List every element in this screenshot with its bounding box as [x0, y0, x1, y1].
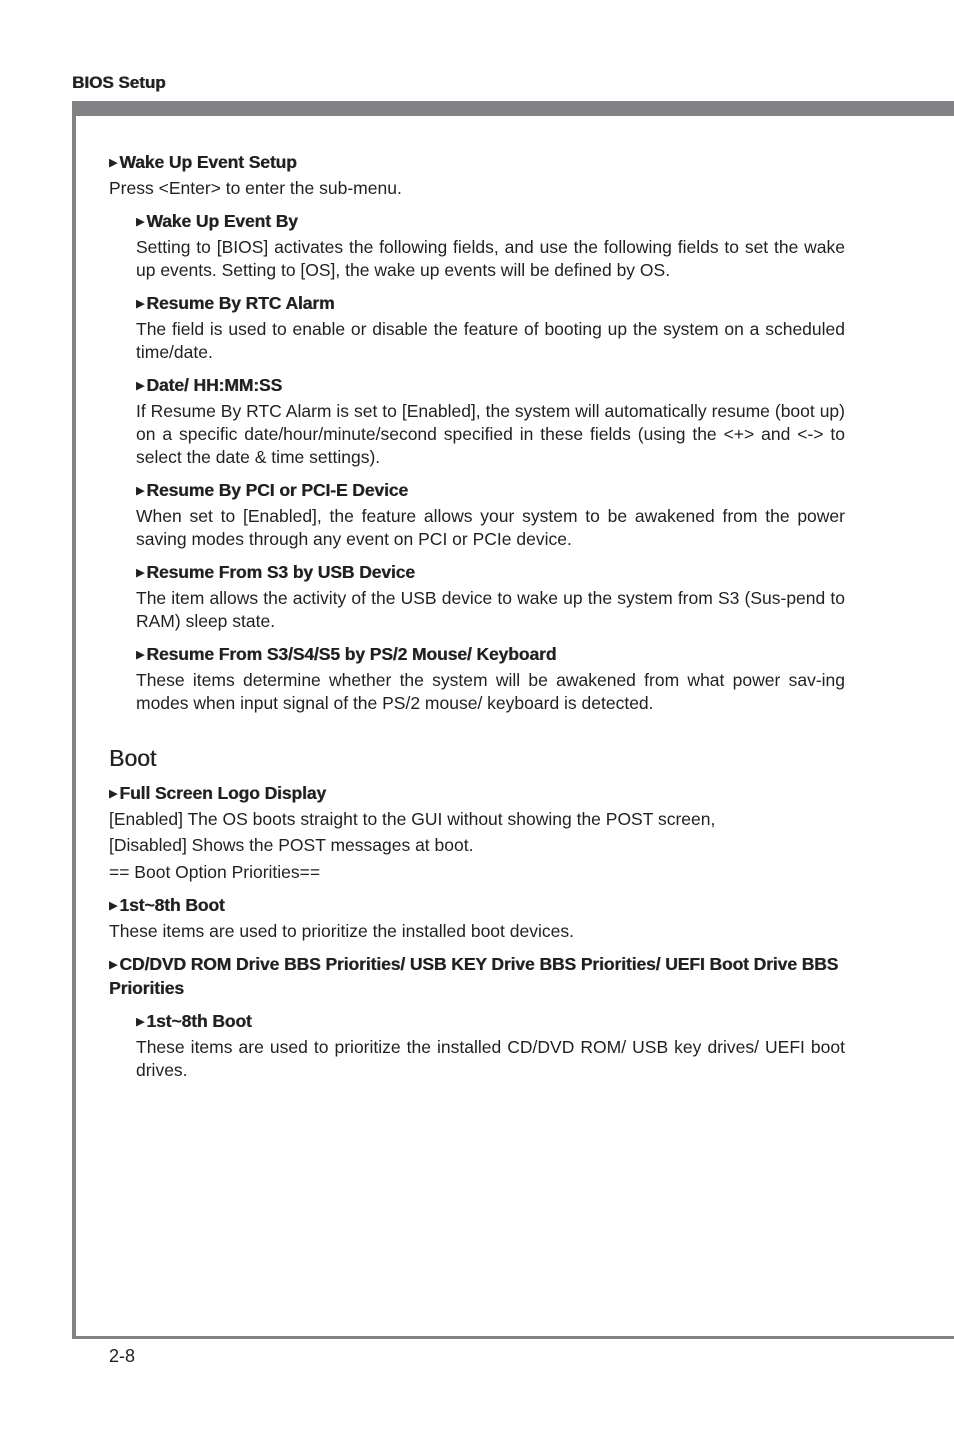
resume-ps2-heading: ▶ Resume From S3/S4/S5 by PS/2 Mouse/ Keyboard [136, 643, 845, 667]
bottom-border [72, 1336, 954, 1339]
triangle-right-icon: ▶ [136, 1016, 145, 1028]
triangle-right-icon: ▶ [109, 959, 118, 971]
left-border [72, 101, 76, 1339]
boot-section-title: Boot [109, 745, 157, 771]
first-eighth-boot-text: These items are used to prioritize the installed boot devices. [109, 921, 574, 941]
header-bar [72, 101, 954, 116]
triangle-right-icon: ▶ [136, 216, 145, 228]
wake-up-event-setup-heading: ▶ Wake Up Event Setup [109, 151, 845, 175]
full-screen-logo-heading: ▶ Full Screen Logo Display [109, 782, 845, 806]
triangle-right-icon: ▶ [109, 900, 118, 912]
date-time-text: If Resume By RTC Alarm is set to [Enabled], the system will automatically resume (boot up) on a specific date/hour/minute/second specified in these fields (using the <+> and <-> to select the date & time settings). [136, 401, 845, 467]
resume-s3-usb-text: The item allows the activity of the USB device to wake up the system from S3 (Sus-pend to RAM) sleep state. [136, 588, 845, 631]
page-number: 2-8 [109, 1346, 136, 1366]
wake-up-subsection [136, 210, 845, 715]
resume-by-pci-heading: ▶ Resume By PCI or PCI-E Device [136, 479, 845, 503]
bbs-first-eighth-boot-heading: ▶ 1st~8th Boot [136, 1010, 845, 1034]
triangle-right-icon: ▶ [136, 380, 145, 392]
triangle-right-icon: ▶ [136, 567, 145, 579]
triangle-right-icon: ▶ [136, 298, 145, 310]
full-screen-logo-enabled-text: [Enabled] The OS boots straight to the GUI without showing the POST screen, [109, 809, 716, 829]
resume-ps2-text: These items determine whether the system will be awakened from what power sav-ing modes when input signal of the PS/2 mouse/ keyboard is detected. [136, 670, 845, 713]
resume-by-pci-text: When set to [Enabled], the feature allows your system to be awakened from the power saving modes through any event on PCI or PCIe device. [136, 506, 845, 549]
first-eighth-boot-heading: ▶ 1st~8th Boot [109, 894, 845, 918]
bbs-first-eighth-boot-text: These items are used to prioritize the installed CD/DVD ROM/ USB key drives/ UEFI boot drives. [136, 1037, 845, 1080]
page-content [109, 151, 845, 1092]
wake-up-event-by-text: Setting to [BIOS] activates the following fields, and use the following fields to set the wake up events. Setting to [OS], the wake up events will be defined by OS. [136, 237, 845, 280]
header-title: BIOS Setup [72, 73, 166, 92]
triangle-right-icon: ▶ [109, 788, 118, 800]
boot-option-priorities-text: == Boot Option Priorities== [109, 862, 321, 882]
full-screen-logo-disabled-text: [Disabled] Shows the POST messages at boot. [109, 835, 474, 855]
bbs-subsection [136, 1010, 845, 1082]
triangle-right-icon: ▶ [109, 157, 118, 169]
wake-up-event-setup-text: Press <Enter> to enter the sub-menu. [109, 178, 402, 198]
date-time-heading: ▶ Date/ HH:MM:SS [136, 374, 845, 398]
resume-by-rtc-alarm-text: The field is used to enable or disable the feature of booting up the system on a scheduled time/date. [136, 319, 845, 362]
resume-s3-usb-heading: ▶ Resume From S3 by USB Device [136, 561, 845, 585]
triangle-right-icon: ▶ [136, 649, 145, 661]
wake-up-event-by-heading: ▶ Wake Up Event By [136, 210, 845, 234]
resume-by-rtc-alarm-heading: ▶ Resume By RTC Alarm [136, 292, 845, 316]
triangle-right-icon: ▶ [136, 485, 145, 497]
bbs-priorities-heading: ▶ CD/DVD ROM Drive BBS Priorities/ USB KEY Drive BBS Priorities/ UEFI Boot Drive BBS Priorities [109, 954, 839, 998]
